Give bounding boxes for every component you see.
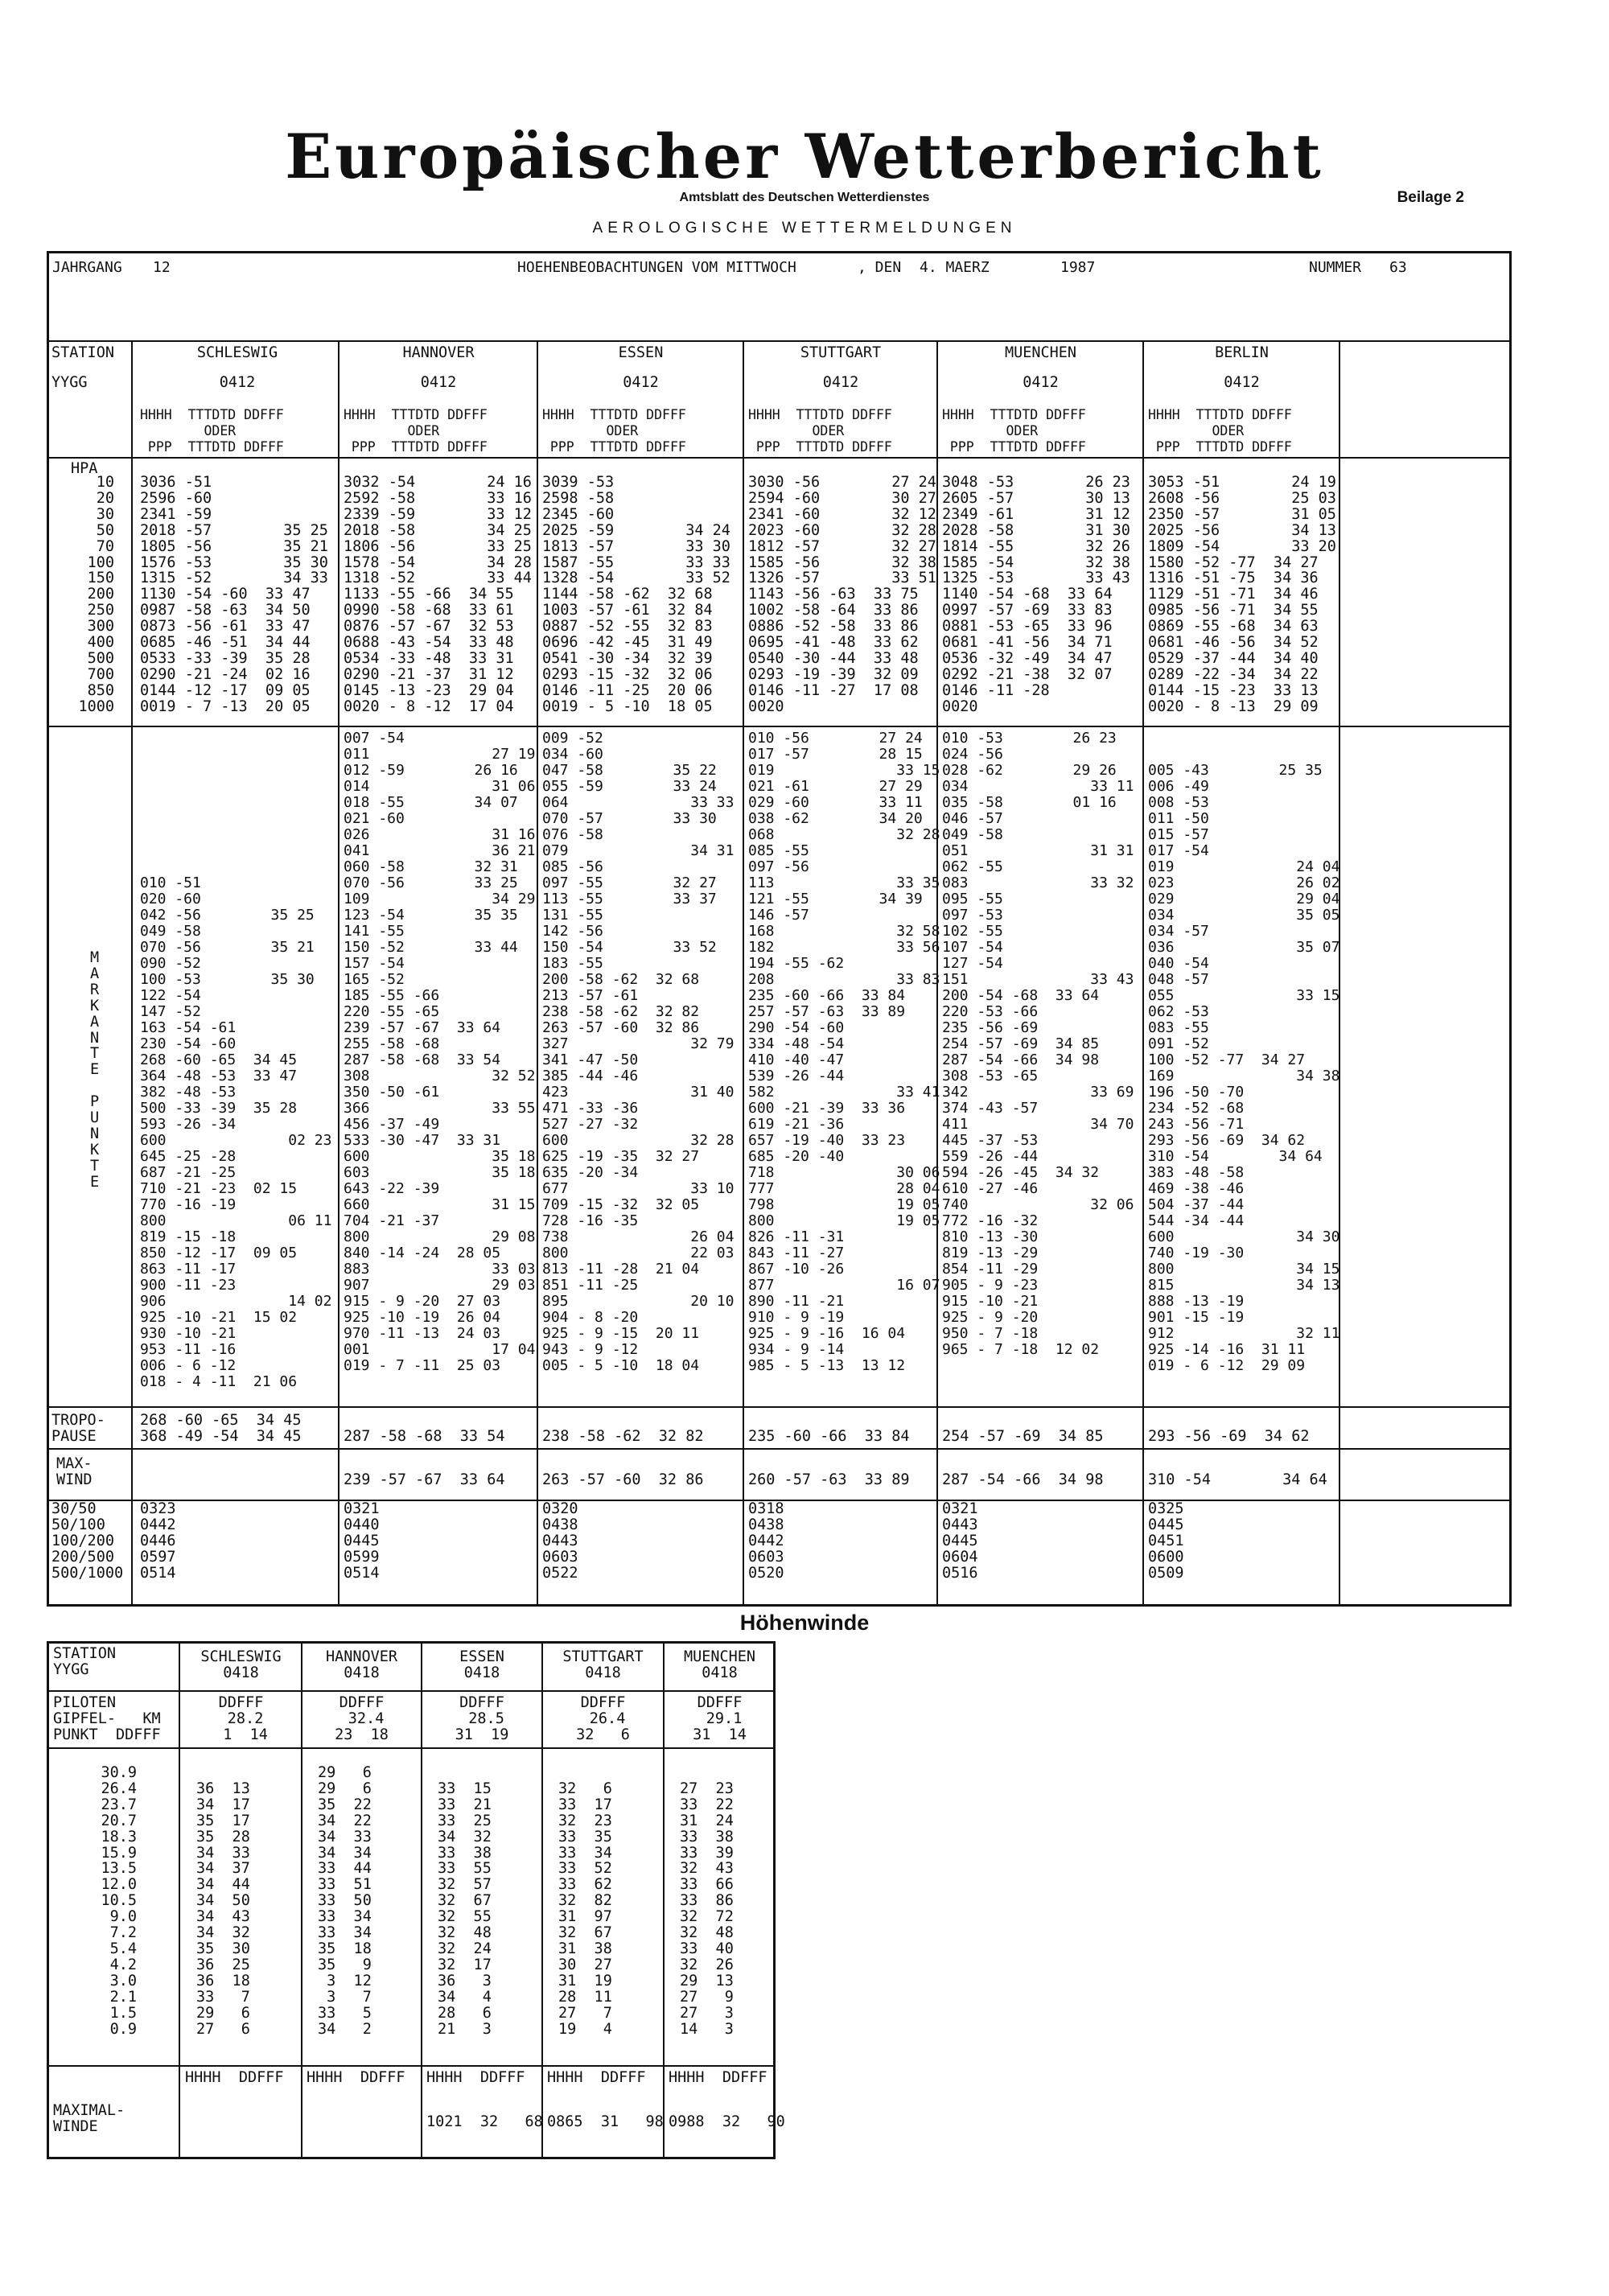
winds-max-header: HHHH DDFFF [307, 2069, 405, 2086]
significant-level-data: 009 -52 034 -60 047 -58 35 22 055 -59 33 24 064 33 33 070 -57 33 30 076 -58 079 34 31 085 -56 097 -55 32 27 113 -55 33 37 131 -55 142 -56 150 -54 33 52 183 -55 200 -58 -62 32 68 213 -57 -61 238 -58 -62 32 82 263 -57 -60 32 86 327 32 79 341 -47 -50 385 -44 -46 423 31 40 471 -33 -36 527 -27 -32 600 32 28 625 -19 -35 32 27 635 -20 -34 677 33 10 709 -15 -32 32 05 728 -16 -35 738 26 04 800 22 03 813 -11 -28 21 04 851 -11 -25 895 20 10 904 - 8 -20 925 - 9 -15 20 11 943 - 9 -12 005 - 5 -10 18 04 [542, 730, 735, 1374]
rule-col-3 [743, 340, 744, 1607]
thickness-data: 0321 0443 0445 0604 0516 [942, 1500, 978, 1582]
section-title: AEROLOGISCHE WETTERMELDUNGEN [592, 220, 1017, 237]
winds-pilot-data: DDFFF 28.2 1 14 [218, 1694, 268, 1743]
column-header: HHHH TTTDTD DDFFF ODER PPP TTTDTD DDFFF [542, 407, 686, 455]
significant-level-data: 010 -51 020 -60 042 -56 35 25 049 -58 070 -56 35 21 090 -52 100 -53 35 30 122 -54 147 -52 163 -54 -61 230 -54 -60 268 -60 -65 34 45 364 -48 -53 33 47 382 -48 -53 500 -33 -39 35 28 593 -26 -34 600 02 23 645 -25 -28 687 -21 -25 710 -21 -23 02 15 770 -16 -19 800 06 11 819 -15 -18 850 -12 -17 09 05 863 -11 -17 900 -11 -23 906 14 02 925 -10 -21 15 02 930 -10 -21 953 -11 -16 006 - 6 -12 018 - 4 -11 21 06 [140, 874, 332, 1390]
column-header: HHHH TTTDTD DDFFF ODER PPP TTTDTD DDFFF [140, 407, 284, 455]
winds-max-data: 1021 32 68 [426, 2113, 543, 2130]
winds-rule-3 [541, 1641, 543, 2159]
winds-rule-pilot-top [47, 1690, 776, 1692]
winds-rule-max-top [47, 2065, 776, 2067]
winds-max-data: 0865 31 98 [547, 2113, 664, 2130]
standard-level-data: 3053 -51 24 19 2608 -56 25 03 2350 -57 31 05 2025 -56 34 13 1809 -54 33 20 1580 -52 -77 34 27 1316 -51 -75 34 36 1129 -51 -71 34 46 0985 -56 -71 34 55 0869 -55 -68 34 63 0681 -46 -56 34 52 0529 -37 -44 34 40 0289 -22 -34 34 22 0144 -15 -23 33 13 0020 - 8 -13 29 09 [1148, 474, 1336, 715]
hpa-levels: 10 20 30 50 70 100 150 200 250 300 400 500 700 850 1000 [78, 474, 114, 715]
winds-rule-1 [301, 1641, 302, 2159]
thickness-data: 0321 0440 0445 0599 0514 [344, 1500, 380, 1582]
maxwind-data: 263 -57 -60 32 86 [542, 1471, 704, 1488]
significant-level-data: 010 -56 27 24 017 -57 28 15 019 33 15 021 -61 27 29 029 -60 33 11 038 -62 34 20 068 32 28 085 -55 097 -56 113 33 35 121 -55 34 39 146 -57 168 32 58 182 33 56 194 -55 -62 208 33 83 235 -60 -66 33 84 257 -57 -63 33 89 290 -54 -60 334 -48 -54 410 -40 -47 539 -26 -44 582 33 41 600 -21 -39 33 36 619 -21 -36 657 -19 -40 33 23 685 -20 -40 718 30 06 777 28 04 798 19 05 800 19 05 826 -11 -31 843 -11 -27 867 -10 -26 877 16 07 890 -11 -21 910 - 9 -19 925 - 9 -16 16 04 934 - 9 -14 985 - 5 -13 13 12 [748, 730, 940, 1374]
winds-level-data: 36 13 34 17 35 17 35 28 34 33 34 37 34 44 34 50 34 43 34 32 35 30 36 25 36 18 33 7 29 6 27 6 [196, 1780, 250, 2038]
station-name: SCHLESWIG [196, 344, 278, 361]
hoehenwinde-title: Höhenwinde [739, 1611, 870, 1635]
winds-pilot-data: DDFFF 26.4 32 6 [576, 1694, 630, 1743]
nummer-label: NUMMER [1309, 259, 1362, 276]
thickness-label: 30/50 50/100 100/200 200/500 500/1000 [51, 1500, 124, 1582]
winds-rule-label [179, 1641, 180, 2159]
winds-level-data: 33 15 33 21 33 25 34 32 33 38 33 55 32 57 32 67 32 55 32 48 32 24 32 17 36 3 34 4 28 6 21 3 [438, 1780, 492, 2038]
standard-level-data: 3032 -54 24 16 2592 -58 33 16 2339 -59 33 12 2018 -58 34 25 1806 -56 33 25 1578 -54 34 28 1318 -52 33 44 1133 -55 -66 34 55 0990 -58 -68 33 61 0876 -57 -67 32 53 0688 -43 -54 33 48 0534 -33 -48 33 31 0290 -21 -37 31 12 0145 -13 -23 29 04 0020 - 8 -12 17 04 [344, 474, 532, 715]
maxwind-data: 260 -57 -63 33 89 [748, 1471, 910, 1488]
station-yygg: 0412 [822, 374, 859, 391]
tropopause-data: 235 -60 -66 33 84 [748, 1427, 910, 1445]
markante-punkte-label: M A R K A N T E P U N K T E [90, 949, 100, 1191]
jahrgang-label: JAHRGANG [52, 259, 122, 276]
winds-station-name: HANNOVER 0418 [325, 1648, 398, 1681]
winds-pilot-data: DDFFF 32.4 23 18 [335, 1694, 389, 1743]
page-subtitle: Amtsblatt des Deutschen Wetterdienstes [679, 191, 930, 204]
winds-level-data: 32 6 33 17 32 23 33 35 33 34 33 52 33 62 32 82 31 97 32 67 31 38 30 27 31 19 28 11 27 7 19 4 [558, 1780, 612, 2038]
winds-level-data: 29 6 29 6 35 22 34 22 34 33 34 34 33 44 33 51 33 50 33 34 33 34 35 18 35 9 3 12 3 7 33 5 34 2 [318, 1764, 372, 2038]
maxwind-data: 287 -54 -66 34 98 [942, 1471, 1104, 1488]
tropopause-data: 268 -60 -65 34 45 368 -49 -54 34 45 [140, 1412, 302, 1445]
station-name: HANNOVER [402, 344, 475, 361]
rule-maxwind-top [47, 1448, 1512, 1450]
station-name: STUTTGART [800, 344, 882, 361]
winds-rule-2 [421, 1641, 422, 2159]
winds-rule-data-top [47, 1747, 776, 1749]
winds-pilot-data: DDFFF 28.5 31 19 [455, 1694, 509, 1743]
column-header: HHHH TTTDTD DDFFF ODER PPP TTTDTD DDFFF [1148, 407, 1292, 455]
maxwind-data: 239 -57 -67 33 64 [344, 1471, 505, 1488]
rule-col-1 [338, 340, 339, 1607]
column-header: HHHH TTTDTD DDFFF ODER PPP TTTDTD DDFFF [344, 407, 488, 455]
winds-max-header: HHHH DDFFF [185, 2069, 284, 2086]
winds-station-name: STUTTGART 0418 [562, 1648, 644, 1681]
yygg-label: YYGG [51, 374, 88, 391]
tropopause-data: 293 -56 -69 34 62 [1148, 1427, 1310, 1445]
significant-level-data: 010 -53 26 23 024 -56 028 -62 29 26 034 33 11 035 -58 01 16 046 -57 049 -58 051 31 31 062 -55 083 33 32 095 -55 097 -53 102 -55 107 -54 127 -54 151 33 43 200 -54 -68 33 64 220 -53 -66 235 -56 -69 254 -57 -69 34 85 287 -54 -66 34 98 308 -53 -65 342 33 69 374 -43 -57 411 34 70 445 -37 -53 559 -26 -44 594 -26 -45 34 32 610 -27 -46 740 32 06 772 -16 -32 810 -13 -30 819 -13 -29 854 -11 -29 905 - 9 -23 915 -10 -21 925 - 9 -20 950 - 7 -18 965 - 7 -18 12 02 [942, 730, 1134, 1358]
winds-station-name: ESSEN 0418 [459, 1648, 504, 1681]
obs-year: 1987 [1060, 259, 1096, 276]
station-name: MUENCHEN [1004, 344, 1077, 361]
station-yygg: 0412 [1023, 374, 1059, 391]
standard-level-data: 3030 -56 27 24 2594 -60 30 27 2341 -60 32 12 2023 -60 32 28 1812 -57 32 27 1585 -56 32 38 1326 -57 33 51 1143 -56 -63 33 75 1002 -58 -64 33 86 0886 -52 -58 33 86 0695 -41 -48 33 62 0540 -30 -44 33 48 0293 -19 -39 32 09 0146 -11 -27 17 08 0020 [748, 474, 936, 715]
winds-max-header: HHHH DDFFF [547, 2069, 646, 2086]
thickness-data: 0318 0438 0442 0603 0520 [748, 1500, 784, 1582]
thickness-data: 0323 0442 0446 0597 0514 [140, 1500, 176, 1582]
den-label: , DEN [858, 259, 902, 276]
tropopause-data: 287 -58 -68 33 54 [344, 1427, 505, 1445]
maxwind-data: 310 -54 34 64 [1148, 1471, 1327, 1488]
thickness-data: 0320 0438 0443 0603 0522 [542, 1500, 578, 1582]
tropopause-label: TROPO- PAUSE [51, 1412, 105, 1445]
obs-title: HOEHENBEOBACHTUNGEN VOM MITTWOCH [517, 259, 796, 276]
winds-station-label: STATION YYGG [53, 1645, 116, 1678]
rule-tropo-top [47, 1406, 1512, 1408]
winds-level-data: 27 23 33 22 31 24 33 38 33 39 32 43 33 66 33 86 32 72 32 48 33 40 32 26 29 13 27 9 27 3 14 3 [680, 1780, 734, 2038]
winds-rule-4 [663, 1641, 665, 2159]
station-name: ESSEN [618, 344, 664, 361]
column-header: HHHH TTTDTD DDFFF ODER PPP TTTDTD DDFFF [748, 407, 892, 455]
standard-level-data: 3039 -53 2598 -58 2345 -60 2025 -59 34 24 1813 -57 33 30 1587 -55 33 33 1328 -54 33 52 1144 -58 -62 32 68 1003 -57 -61 32 84 0887 -52 -55 32 83 0696 -42 -45 31 49 0541 -30 -34 32 39 0293 -15 -32 32 06 0146 -11 -25 20 06 0019 - 5 -10 18 05 [542, 474, 730, 715]
rule-std-top [47, 457, 1512, 459]
nummer-value: 63 [1389, 259, 1407, 276]
rule-station-top [47, 340, 1512, 342]
winds-max-header: HHHH DDFFF [669, 2069, 767, 2086]
winds-heights: 30.9 26.4 23.7 20.7 18.3 15.9 13.5 12.0 10.5 9.0 7.2 5.4 4.2 3.0 2.1 1.5 0.9 [101, 1764, 137, 2038]
significant-level-data: 007 -54 011 27 19 012 -59 26 16 014 31 06 018 -55 34 07 021 -60 026 31 16 041 36 21 060 -58 32 31 070 -56 33 25 109 34 29 123 -54 35 35 141 -55 150 -52 33 44 157 -54 165 -52 185 -55 -66 220 -55 -65 239 -57 -67 33 64 255 -58 -68 287 -58 -68 33 54 308 32 52 350 -50 -61 366 33 55 456 -37 -49 533 -30 -47 33 31 600 35 18 603 35 18 643 -22 -39 660 31 15 704 -21 -37 800 29 08 840 -14 -24 28 05 883 33 03 907 29 03 915 - 9 -20 27 03 925 -10 -19 26 04 970 -11 -13 24 03 001 17 04 019 - 7 -11 25 03 [344, 730, 536, 1374]
station-yygg: 0412 [1224, 374, 1260, 391]
significant-level-data: 005 -43 25 35 006 -49 008 -53 011 -50 015 -57 017 -54 019 24 04 023 26 02 029 29 04 034 35 05 034 -57 036 35 07 040 -54 048 -57 055 33 15 062 -53 083 -55 091 -52 100 -52 -77 34 27 169 34 38 196 -50 -70 234 -52 -68 243 -56 -71 293 -56 -69 34 62 310 -54 34 64 383 -48 -58 469 -38 -46 504 -37 -44 544 -34 -44 600 34 30 740 -19 -30 800 34 15 815 34 13 888 -13 -19 901 -15 -19 912 32 11 925 -14 -16 31 11 019 - 6 -12 29 09 [1148, 762, 1340, 1374]
winds-pilot-data: DDFFF 29.1 31 14 [693, 1694, 747, 1743]
thickness-data: 0325 0445 0451 0600 0509 [1148, 1500, 1184, 1582]
tropopause-data: 238 -58 -62 32 82 [542, 1427, 704, 1445]
standard-level-data: 3036 -51 2596 -60 2341 -59 2018 -57 35 25 1805 -56 35 21 1576 -53 35 30 1315 -52 34 33 1130 -54 -60 33 47 0987 -58 -63 34 50 0873 -56 -61 33 47 0685 -46 -51 34 44 0533 -33 -39 35 28 0290 -21 -24 02 16 0144 -12 -17 09 05 0019 - 7 -13 20 05 [140, 474, 328, 715]
station-yygg: 0412 [219, 374, 256, 391]
station-label: STATION [51, 344, 114, 361]
winds-station-name: SCHLESWIG 0418 [200, 1648, 282, 1681]
beilage-label: Beilage 2 [1397, 189, 1464, 206]
winds-station-name: MUENCHEN 0418 [683, 1648, 756, 1681]
station-yygg: 0412 [420, 374, 457, 391]
standard-level-data: 3048 -53 26 23 2605 -57 30 13 2349 -61 31 12 2028 -58 31 30 1814 -55 32 26 1585 -54 32 38 1325 -53 33 43 1140 -54 -68 33 64 0997 -57 -69 33 83 0881 -53 -65 33 96 0681 -41 -56 34 71 0536 -32 -49 34 47 0292 -21 -38 32 07 0146 -11 -28 0020 [942, 474, 1130, 715]
station-yygg: 0412 [623, 374, 659, 391]
winds-piloten-label: PILOTEN GIPFEL- KM PUNKT DDFFF [53, 1694, 161, 1743]
jahrgang-value: 12 [153, 259, 171, 276]
winds-max-data: 0988 32 90 [669, 2113, 785, 2130]
page-title: Europäischer Wetterbericht [285, 121, 1324, 192]
column-header: HHHH TTTDTD DDFFF ODER PPP TTTDTD DDFFF [942, 407, 1086, 455]
obs-date: 4. MAERZ [920, 259, 990, 276]
tropopause-data: 254 -57 -69 34 85 [942, 1427, 1104, 1445]
station-name: BERLIN [1215, 344, 1269, 361]
rule-label-col [131, 340, 133, 1607]
winds-max-label: MAXIMAL- WINDE [53, 2102, 126, 2135]
maxwind-label: MAX- WIND [56, 1455, 93, 1488]
hpa-label: HPA [71, 460, 98, 477]
rule-sig-top [47, 726, 1512, 727]
rule-col-2 [537, 340, 538, 1607]
winds-max-header: HHHH DDFFF [426, 2069, 525, 2086]
rule-col-5 [1142, 340, 1144, 1607]
